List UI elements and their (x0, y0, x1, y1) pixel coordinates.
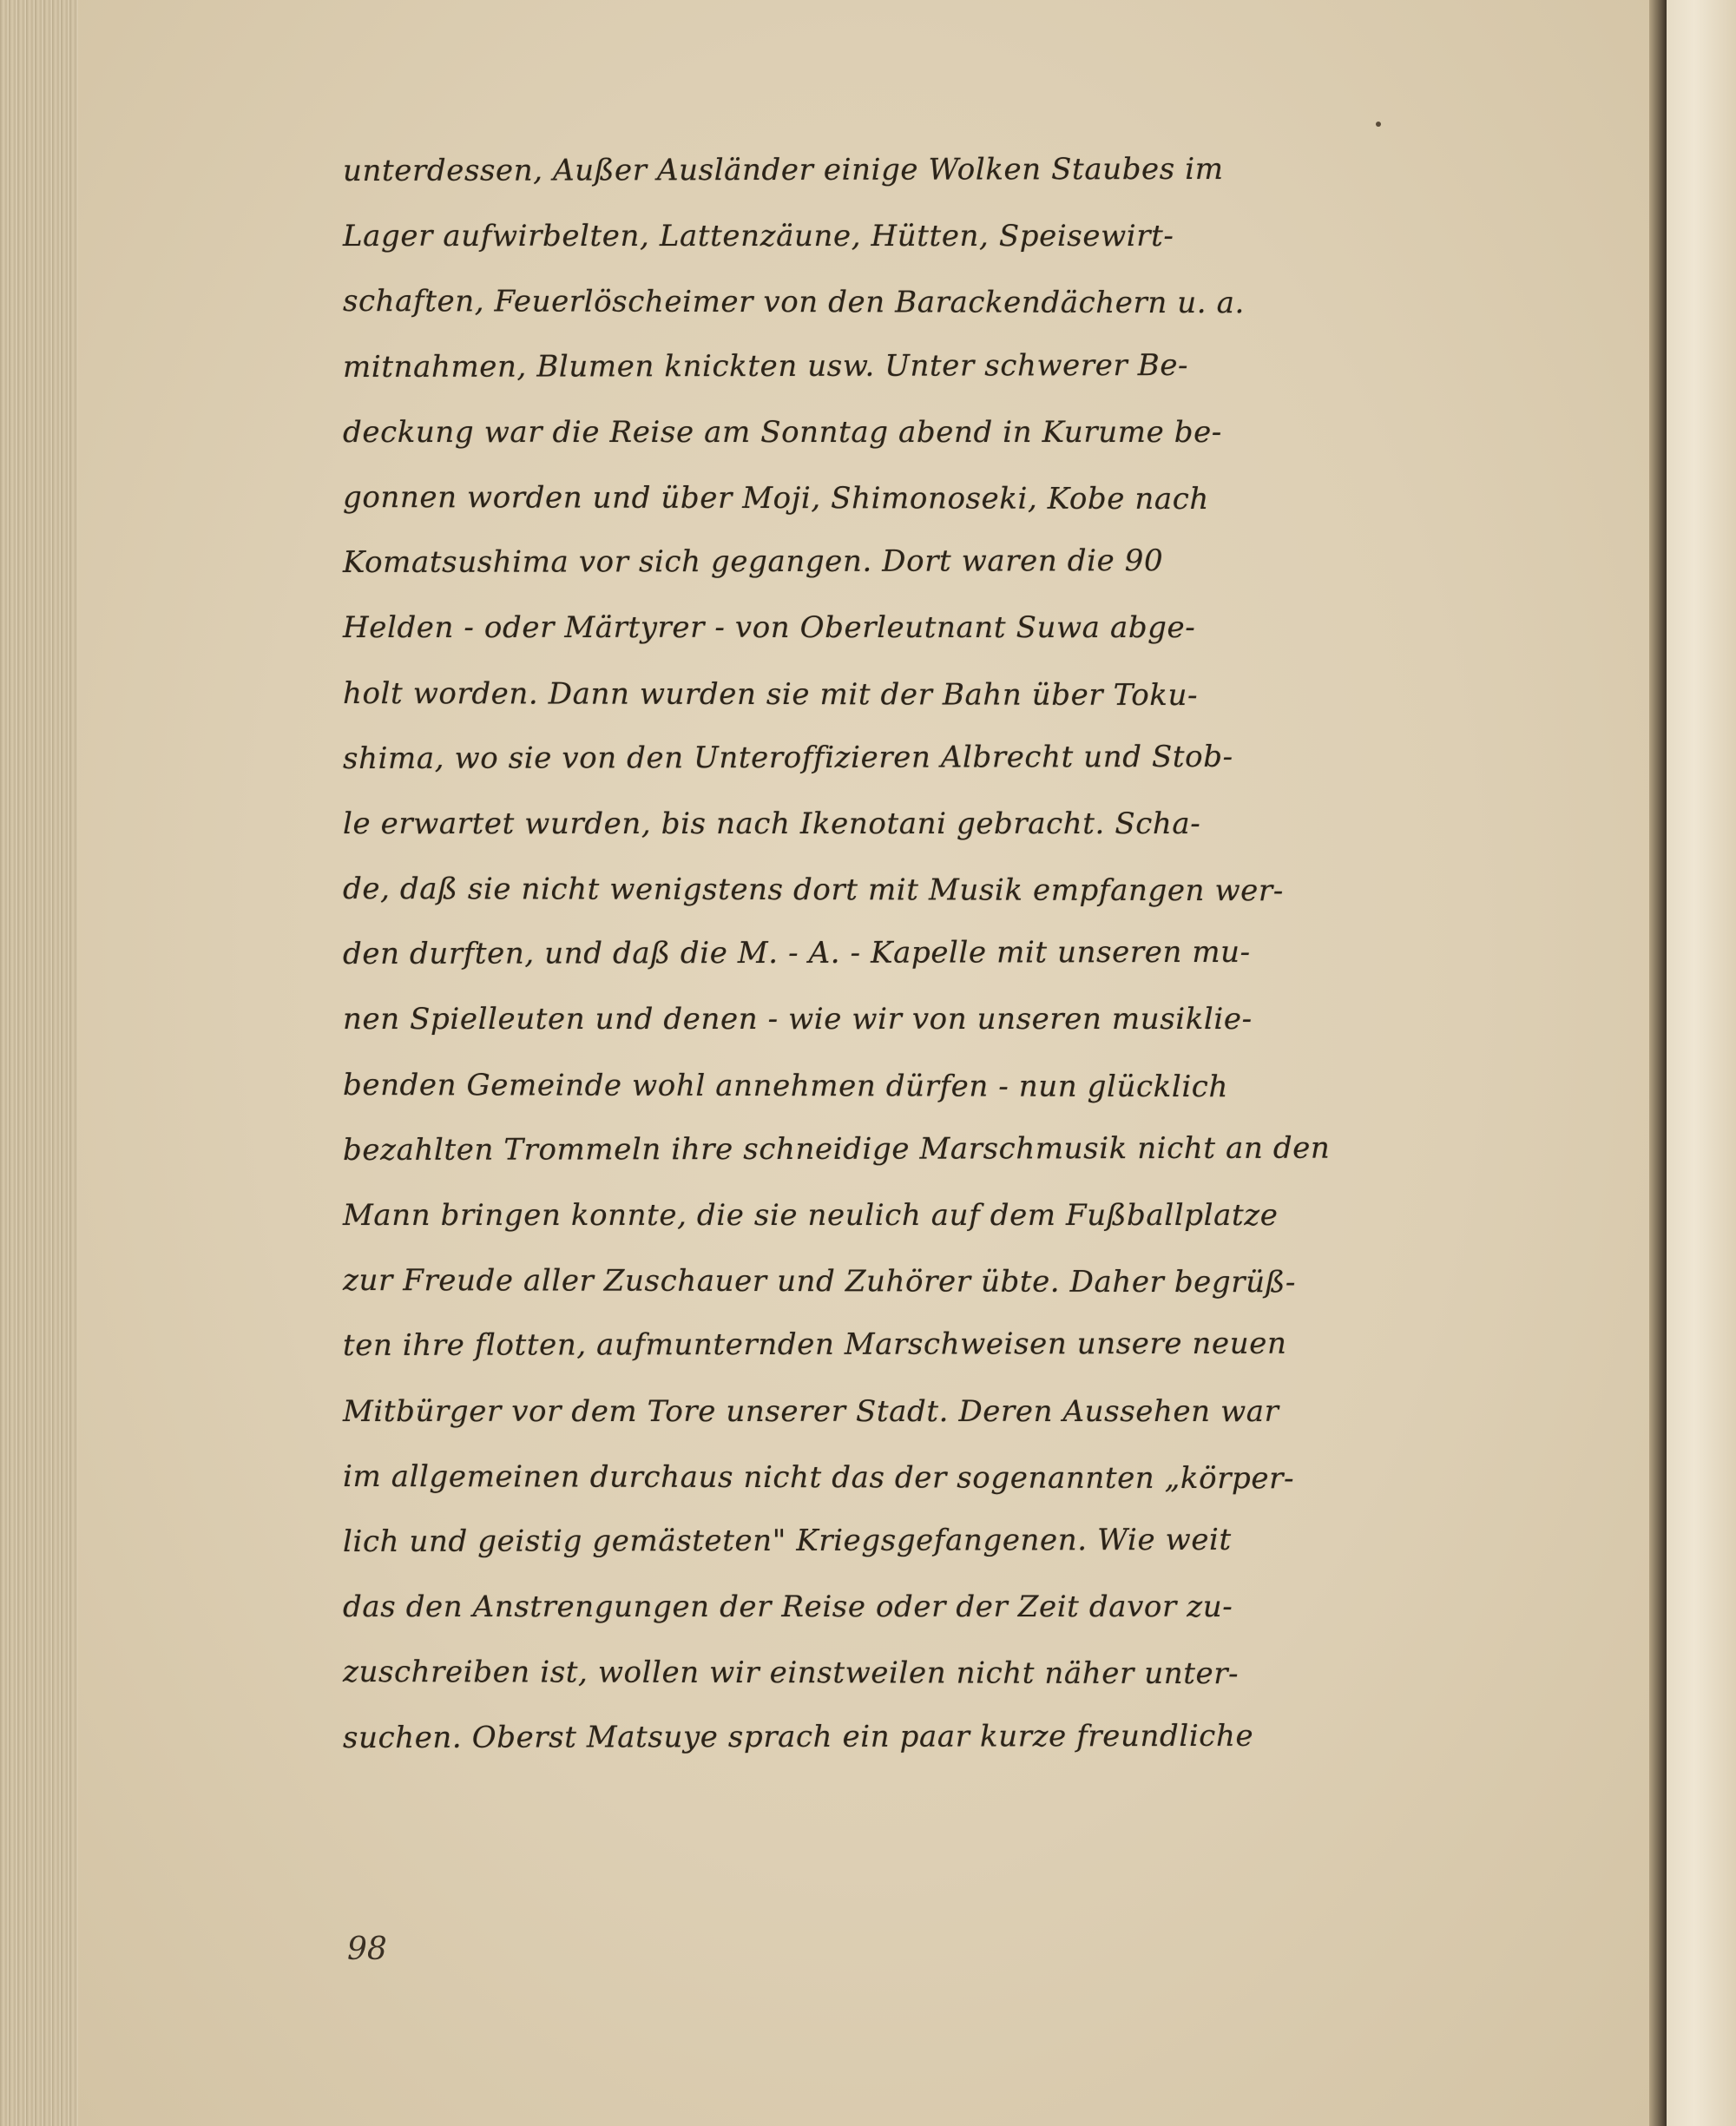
text-line: le erwartet wurden, bis nach Ikenotani gebracht. Scha- (343, 806, 1201, 841)
text-line: de, daß sie nicht wenigstens dort mit Musik empfangen wer- (342, 872, 1284, 909)
text-line: bezahlten Trommeln ihre schneidige Marschmusik nicht an den (342, 1130, 1331, 1168)
facing-page-edge (1667, 0, 1736, 2126)
text-line: ten ihre flotten, aufmunternden Marschweisen unsere neuen (342, 1326, 1287, 1364)
text-line: zur Freude aller Zuschauer und Zuhörer übte. Daher begrüß- (342, 1263, 1297, 1300)
text-line: zuschreiben ist, wollen wir einstweilen nicht näher unter- (342, 1655, 1240, 1692)
book-gutter (1649, 0, 1667, 2126)
text-line: holt worden. Dann wurden sie mit der Bahn über Toku- (342, 675, 1199, 713)
text-line: Helden - oder Märtyrer - von Oberleutnant Suwa abge- (343, 610, 1196, 646)
text-line: Komatsushima vor sich gegangen. Dort waren die 90 (342, 543, 1164, 581)
page-number: 98 (347, 1932, 387, 1967)
text-line: lich und geistig gemästeten" Kriegsgefangenen. Wie weit (342, 1522, 1232, 1559)
text-line: schaften, Feuerlöscheimer von den Barackendächern u. a. (342, 284, 1245, 321)
text-line: das den Anstrengungen der Reise oder der Zeit davor zu- (343, 1590, 1233, 1625)
text-line: den durften, und daß die M. - A. - Kapelle mit unseren mu- (342, 935, 1251, 972)
text-line: benden Gemeinde wohl annehmen dürfen - nun glücklich (342, 1067, 1229, 1104)
text-line: shima, wo sie von den Unteroffizieren Albrecht und Stob- (342, 739, 1233, 776)
text-line: Lager aufwirbelten, Lattenzäune, Hütten, Speisewirt- (343, 219, 1174, 254)
text-line: im allgemeinen durchaus nicht das der sogenannten „körper- (342, 1458, 1295, 1497)
text-line: Mitbürger vor dem Tore unserer Stadt. Deren Aussehen war (343, 1393, 1279, 1429)
text-line: unterdessen, Außer Ausländer einige Wolken Staubes im (342, 151, 1224, 188)
handwritten-page (78, 0, 1649, 2126)
page-edges (0, 0, 80, 2126)
text-line: Mann bringen konnte, die sie neulich auf dem Fußballplatze (343, 1198, 1279, 1233)
text-line: suchen. Oberst Matsuye sprach ein paar kurze freundliche (342, 1718, 1254, 1755)
ink-speck (1376, 122, 1381, 127)
handwritten-text-block (343, 139, 1601, 1771)
text-line: gonnen worden und über Moji, Shimonoseki, Kobe nach (342, 479, 1210, 517)
text-line: nen Spielleuten und denen - wie wir von unseren musiklie- (343, 1002, 1253, 1037)
text-line: deckung war die Reise am Sonntag abend in Kurume be- (343, 414, 1222, 450)
text-line: mitnahmen, Blumen knickten usw. Unter schwerer Be- (342, 347, 1189, 385)
